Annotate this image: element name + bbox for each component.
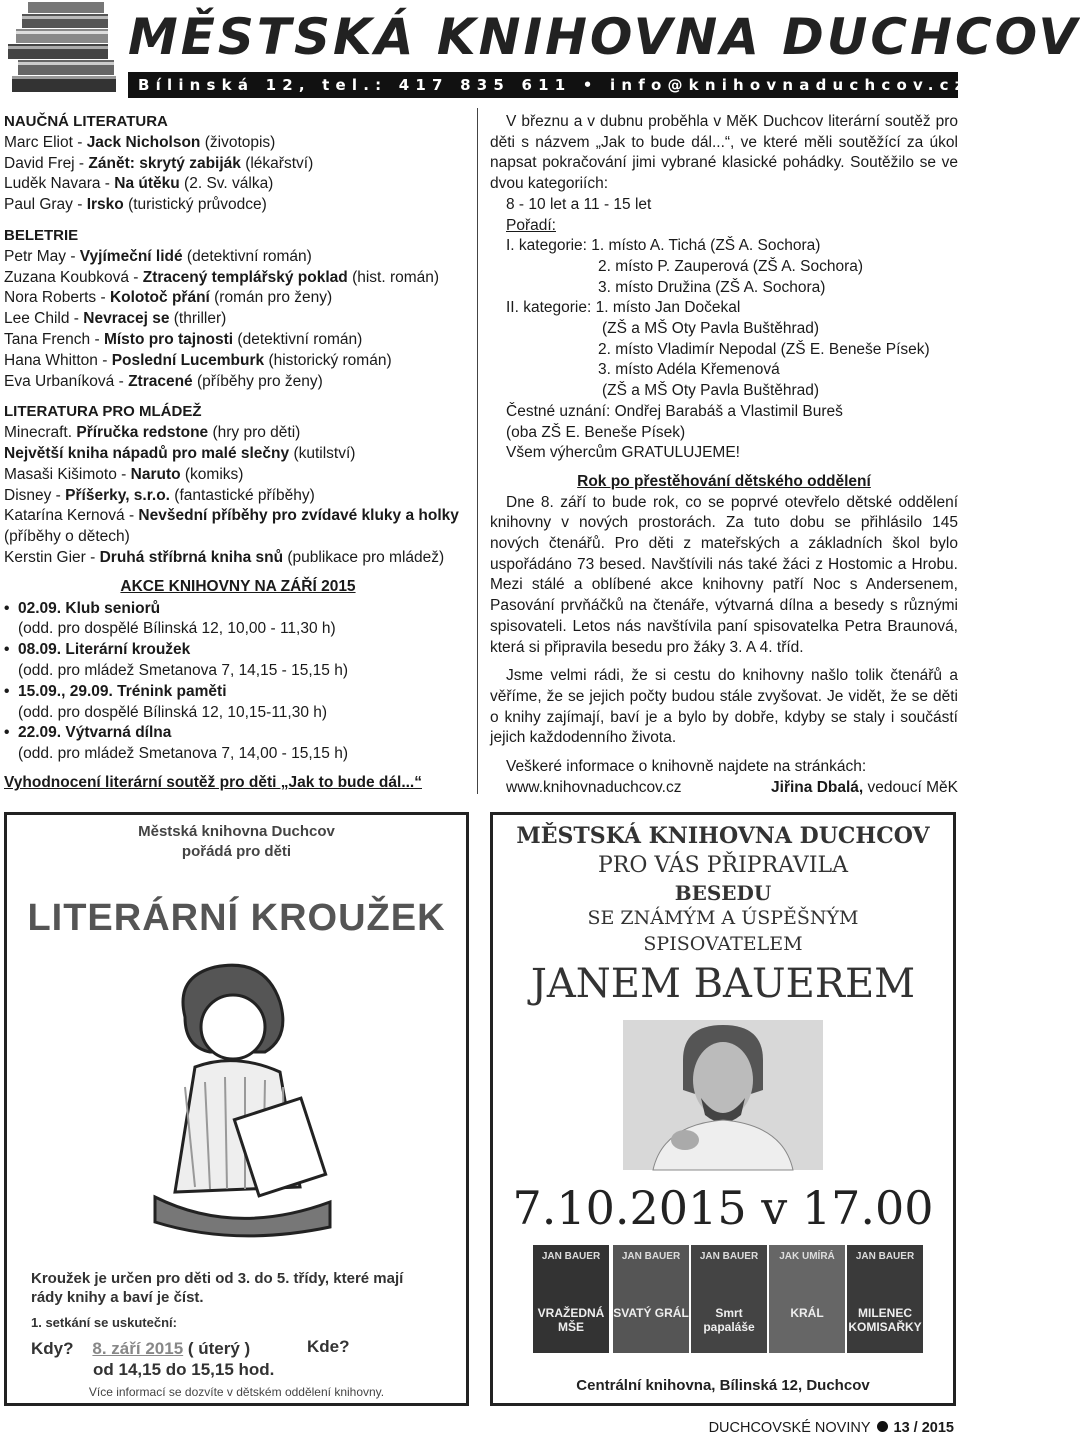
paper-name: DUCHCOVSKÉ NOVINY bbox=[708, 1420, 871, 1436]
poster-line: PRO VÁS PŘIPRAVILA bbox=[597, 853, 849, 878]
book-entry: Petr May - Vyjímeční lidé (detektivní román) bbox=[4, 247, 312, 265]
anniversary-paragraph: Dne 8. září to bude rok, co se poprvé otevřelo dětské oddělení knihovny v nových prostorách. Za tuto dobu se přihlásilo 145 nových čtenářů. Pro děti z mateřských a základních škol bylo uspořádáno 73 besed. Navštívili nás také žáci z Hostomic a Hrobu. Mezi stálé a oblíbené akce knihovny patří Noc s Andersenem, Pasování prvňáčků na čtenáře, výtvarná dílna a besedy s různými spisovateli. Letos nás navštívila paní spisovatelka Petra Braunová, která si připravila besedu pro žáky 3. A 4. tříd. bbox=[490, 493, 958, 656]
ranking-row: 3. místo Družina (ZŠ A. Sochora) bbox=[598, 278, 826, 296]
poster-org-sub: pořádá pro děti bbox=[181, 843, 292, 860]
poster-when: Kdy? 8. září 2015 ( úterý ) bbox=[31, 1339, 251, 1358]
ranking-row: I. kategorie: 1. místo A. Tichá (ZŠ A. Sochora) bbox=[506, 237, 821, 255]
book-entry: Eva Urbaníková - Ztracené (příběhy pro ženy) bbox=[4, 372, 323, 390]
newspaper-title: MĚSTSKÁ KNIHOVNA DUCHCOV bbox=[128, 8, 1080, 66]
book-entry: Minecraft. Příručka redstone (hry pro děti) bbox=[4, 424, 301, 442]
poster-text: Kroužek je určen pro děti od 3. do 5. třídy, které mají bbox=[31, 1270, 404, 1287]
book-entry-note: (příběhy o dětech) bbox=[4, 528, 130, 546]
event-title: • 22.09. Výtvarná dílna bbox=[4, 723, 472, 744]
ranking-label: Pořadí: bbox=[506, 216, 556, 234]
author-talk-poster bbox=[490, 812, 956, 1406]
author-photo bbox=[623, 1020, 823, 1170]
event-detail: (odd. pro dospělé Bílinská 12, 10,00 - 11,30 h) bbox=[18, 620, 336, 638]
event-detail: (odd. pro mládež Smetanova 7, 14,00 - 15,15 h) bbox=[18, 745, 349, 763]
book-entry: Katarína Kernová - Nevšední příběhy pro zvídavé kluky a holky bbox=[4, 507, 459, 525]
poster-footer: Centrální knihovna, Bílinská 12, Duchcov bbox=[576, 1377, 870, 1394]
book-entry: Masaši Kišimoto - Naruto (komiks) bbox=[4, 465, 244, 483]
contact-bar: Bílinská 12, tel.: 417 835 611 • info@knihovnaduchcov.cz bbox=[128, 72, 958, 98]
honorable-mention: Čestné uznání: Ondřej Barabáš a Vlastimil Bureš bbox=[506, 402, 843, 420]
masthead bbox=[0, 0, 1080, 100]
poster-org: Městská knihovna Duchcov bbox=[138, 823, 335, 840]
book-entry: Lee Child - Nevracej se (thriller) bbox=[4, 310, 227, 328]
book-cover: JAK UMÍRÁ KRÁL bbox=[769, 1245, 845, 1353]
book-entry: Nora Roberts - Kolotoč přání (román pro ženy) bbox=[4, 289, 333, 307]
poster-line: SE ZNÁMÝM A ÚSPĚŠNÝM bbox=[587, 907, 859, 929]
left-column bbox=[4, 112, 472, 794]
anniversary-heading: Rok po přestěhování dětského oddělení bbox=[577, 472, 871, 490]
website-link[interactable]: www.knihovnaduchcov.cz bbox=[506, 778, 682, 796]
event-detail: (odd. pro dospělé Bílinská 12, 10,15-11,30 h) bbox=[18, 703, 328, 721]
contest-intro: V březnu a v dubnu proběhla v MěK Duchcov literární soutěž pro děti s názvem „Jak to bude dál...“, ve které měli soutěžící za úkol napsat pokračování jimi vybrané klasické pohádky. Soutěžilo se ve dvou kategoriích: bbox=[490, 113, 958, 193]
book-cover: JAN BAUER Smrt papaláše bbox=[691, 1245, 767, 1353]
poster-line: SPISOVATELEM bbox=[643, 933, 803, 955]
book-entry: Zuzana Koubková - Ztracený templářský poklad (hist. román) bbox=[4, 268, 440, 286]
bullet-icon bbox=[877, 1421, 888, 1432]
ranking-row: 3. místo Adéla Křemenová bbox=[598, 361, 780, 379]
congratulation: Všem výhercům GRATULUJEME! bbox=[506, 444, 740, 462]
ranking-row: (ZŠ a MŠ Oty Pavla Buštěhrad) bbox=[602, 320, 820, 338]
right-column bbox=[490, 112, 958, 799]
anniversary-paragraph: Jsme velmi rádi, že si cestu do knihovny našlo tolik čtenářů a věříme, že se jejich počty budou stále zvyšovat. Je vidět, že se děti o knihy zajímají, baví je a bylo by dobře, kdyby se staly i součástí jejich každodenního života. bbox=[490, 667, 958, 747]
signature-row bbox=[490, 778, 958, 799]
poster-note: Více informací se dozvíte v dětském oddělení knihovny. bbox=[88, 1385, 385, 1399]
mladez-heading: LITERATURA PRO MLÁDEŽ bbox=[4, 403, 202, 421]
info-line: Veškeré informace o knihovně najdete na stránkách: bbox=[506, 758, 867, 776]
book-cover: JAN BAUER SVATÝ GRÁL bbox=[613, 1245, 689, 1353]
akce-heading: AKCE KNIHOVNY NA ZÁŘÍ 2015 bbox=[120, 577, 356, 595]
ranking-row: II. kategorie: 1. místo Jan Dočekal bbox=[506, 299, 741, 317]
book-entry: Marc Eliot - Jack Nicholson (životopis) bbox=[4, 133, 276, 151]
poster-setkani: 1. setkání se uskuteční: bbox=[31, 1315, 177, 1330]
issue-number: 13 / 2015 bbox=[893, 1420, 954, 1436]
column-divider bbox=[477, 108, 478, 794]
event-title: • 02.09. Klub seniorů bbox=[4, 599, 472, 620]
poster-line: BESEDU bbox=[674, 881, 772, 905]
books-stack-icon bbox=[4, 2, 122, 94]
contest-categories: 8 - 10 let a 11 - 15 let bbox=[506, 195, 652, 213]
beletrie-heading: BELETRIE bbox=[4, 226, 79, 244]
book-entry: Paul Gray - Irsko (turistický průvodce) bbox=[4, 196, 267, 214]
book-entry: Hana Whitton - Poslední Lucemburk (historický román) bbox=[4, 351, 392, 369]
ranking-row: 2. místo P. Zauperová (ZŠ A. Sochora) bbox=[598, 257, 864, 275]
literary-club-poster bbox=[4, 812, 469, 1406]
poster-org: MĚSTSKÁ KNIHOVNA DUCHCOV bbox=[516, 823, 930, 849]
honorable-mention-school: (oba ZŠ E. Beneše Písek) bbox=[506, 423, 686, 441]
poster-author: JANEM BAUEREM bbox=[530, 961, 916, 1007]
page-footer bbox=[709, 1420, 954, 1436]
poster-date: 7.10.2015 v 17.00 bbox=[512, 1181, 934, 1235]
poster-where: Kde? bbox=[307, 1337, 350, 1356]
event-title: • 08.09. Literární kroužek bbox=[4, 640, 472, 661]
ranking-row: 2. místo Vladimír Nepodal (ZŠ E. Beneše Písek) bbox=[598, 340, 930, 358]
book-entry: Luděk Navara - Na útěku (2. Sv. válka) bbox=[4, 175, 274, 193]
event-detail: (odd. pro mládež Smetanova 7, 14,15 - 15,15 h) bbox=[18, 661, 349, 679]
poster-text: rády knihy a baví je číst. bbox=[31, 1289, 204, 1306]
signature: Jiřina Dbalá, vedoucí MěK bbox=[771, 778, 958, 796]
naucna-heading: NAUČNÁ LITERATURA bbox=[4, 113, 168, 130]
ranking-row: (ZŠ a MŠ Oty Pavla Buštěhrad) bbox=[602, 382, 820, 400]
event-title: • 15.09., 29.09. Trénink paměti bbox=[4, 682, 472, 703]
book-entry: Tana French - Místo pro tajnosti (detektivní román) bbox=[4, 330, 363, 348]
book-entry: Kerstin Gier - Druhá stříbrná kniha snů (publikace pro mládež) bbox=[4, 548, 445, 566]
poster-title: LITERÁRNÍ KROUŽEK bbox=[27, 897, 446, 939]
book-cover: JAN BAUER MILENEC KOMISAŘKY bbox=[847, 1245, 923, 1353]
girl-reading-illustration bbox=[115, 957, 355, 1247]
book-entry: Největší kniha nápadů pro malé slečny (kutilství) bbox=[4, 444, 356, 462]
poster-when-time: od 14,15 do 15,15 hod. bbox=[93, 1360, 275, 1379]
book-cover: JAN BAUER VRAŽEDNÁ MŠE bbox=[533, 1245, 609, 1353]
vyhodnoceni-heading: Vyhodnocení literární soutěž pro děti „Jak to bude dál...“ bbox=[4, 773, 422, 791]
book-entry: David Frej - Zánět: skrytý zabiják (lékařství) bbox=[4, 154, 314, 172]
book-entry: Disney - Příšerky, s.r.o. (fantastické příběhy) bbox=[4, 486, 315, 504]
